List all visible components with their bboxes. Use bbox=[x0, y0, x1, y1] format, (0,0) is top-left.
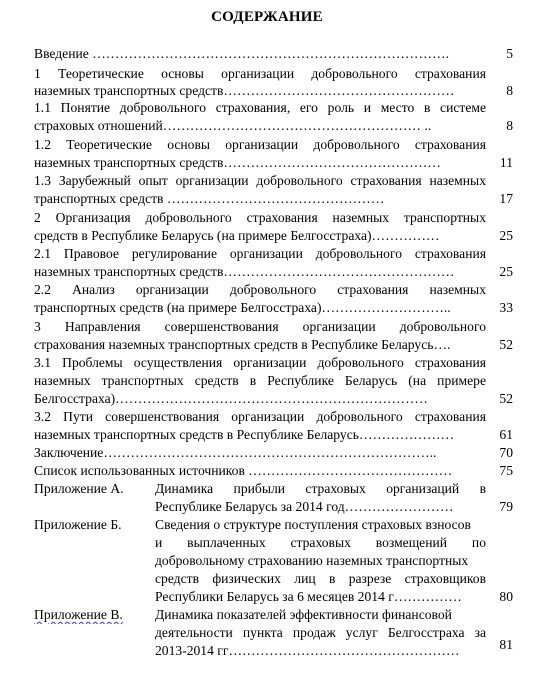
toc-entry-3-2-cont: наземных транспортных средств в Республике Беларусь………………… bbox=[34, 427, 455, 442]
toc-entry-references: Список использованных источников ……………………………………… bbox=[34, 463, 453, 478]
appendix-v-line: Динамика показателей эффективности финансовой bbox=[155, 607, 452, 622]
toc-entry-3: 3 Направления совершенствования организации добровольного bbox=[34, 319, 486, 334]
toc-page-number: 8 bbox=[506, 118, 513, 133]
toc-page-number: 52 bbox=[499, 337, 513, 352]
toc-entry-2-2-cont: транспортных средств (на примере Белгосстраха)……………………….. bbox=[34, 300, 451, 315]
appendix-label-v: Приложение В. bbox=[34, 607, 123, 622]
toc-page-number: 25 bbox=[499, 228, 513, 243]
toc-entry-1-1-cont: страховых отношений………………………………………………… .. bbox=[34, 118, 432, 133]
toc-page-number: 79 bbox=[499, 499, 513, 514]
appendix-b-line: добровольному страхованию наземных транспортных bbox=[155, 553, 469, 568]
toc-page-number: 70 bbox=[499, 445, 513, 460]
toc-entry-1-cont: наземных транспортных средств…………………………………………… bbox=[34, 83, 455, 98]
appendix-a-line: Республике Беларусь за 2014 год…………………… bbox=[155, 499, 454, 514]
appendix-label-a: Приложение А. bbox=[34, 481, 124, 496]
toc-entry-3-1-cont2: Белгосстраха)…………………………………………………………… bbox=[34, 391, 428, 406]
toc-page-number: 81 bbox=[499, 637, 513, 652]
toc-entry-2-1: 2.1 Правовое регулирование организации добровольного страхования bbox=[34, 246, 486, 261]
toc-entry-2-cont: средств в Республике Беларусь (на примере Белгосстраха)…………… bbox=[34, 228, 440, 243]
appendix-v-line: деятельности пункта продаж услуг Белгосстраха за bbox=[155, 625, 486, 640]
toc-page-number: 61 bbox=[499, 427, 513, 442]
appendix-b-line: и выплаченных страховых возмещений по bbox=[155, 535, 486, 550]
toc-entry-3-2: 3.2 Пути совершенствования организации добровольного страхования bbox=[34, 409, 486, 424]
appendix-label-b: Приложение Б. bbox=[34, 517, 122, 532]
toc-entry-conclusion: Заключение……………………………………………………………….. bbox=[34, 445, 437, 460]
toc-entry-1-1: 1.1 Понятие добровольного страхования, его роль и место в системе bbox=[34, 100, 486, 115]
toc-page-number: 25 bbox=[499, 264, 513, 279]
toc-entry-3-1: 3.1 Проблемы осуществления организации добровольного страхования bbox=[34, 355, 486, 370]
toc-page-number: 33 bbox=[499, 300, 513, 315]
toc-page-number: 5 bbox=[506, 46, 513, 61]
toc-page-number: 17 bbox=[499, 191, 513, 206]
toc-entry-1-3-cont: транспортных средств ………………………………………… bbox=[34, 191, 385, 206]
toc-entry-3-1-cont: наземных транспортных средств в Республике Беларусь (на примере bbox=[34, 373, 486, 388]
appendix-b-line: средств физических лиц в разрезе страховщиков bbox=[155, 571, 486, 586]
toc-entry-1-3: 1.3 Зарубежный опыт организации добровольного страхования наземных bbox=[34, 173, 486, 188]
toc-entry-3-cont: страхования наземных транспортных средств в Республике Беларусь…. bbox=[34, 337, 451, 352]
appendix-a-line: Динамика прибыли страховых организаций в bbox=[155, 481, 486, 496]
toc-page-number: 52 bbox=[499, 391, 513, 406]
toc-entry-1-2-cont: наземных транспортных средств………………………………………… bbox=[34, 155, 441, 170]
page-title: СОДЕРЖАНИЕ bbox=[211, 9, 323, 25]
appendix-b-line: Республики Беларусь за 6 месяцев 2014 г…………… bbox=[155, 589, 462, 604]
toc-entry-intro: Введение ……………………………………………………………………. bbox=[34, 46, 450, 61]
toc-entry-2-2: 2.2 Анализ организации добровольного страхования наземных bbox=[34, 282, 486, 297]
toc-page-number: 80 bbox=[499, 589, 513, 604]
appendix-v-line: 2013-2014 гг…………………………………………… bbox=[155, 643, 460, 658]
appendix-b-line: Сведения о структуре поступления страховых взносов bbox=[155, 517, 471, 532]
toc-entry-1-2: 1.2 Теоретические основы организации добровольного страхования bbox=[34, 137, 486, 152]
toc-page-number: 11 bbox=[499, 155, 513, 170]
toc-entry-2-1-cont: наземных транспортных средств…………………………………………… bbox=[34, 264, 455, 279]
toc-entry-1: 1 Теоретические основы организации добровольного страхования bbox=[34, 66, 486, 81]
toc-page-number: 75 bbox=[499, 463, 513, 478]
toc-entry-2: 2 Организация добровольного страхования наземных транспортных bbox=[34, 210, 486, 225]
toc-page-number: 8 bbox=[506, 83, 513, 98]
